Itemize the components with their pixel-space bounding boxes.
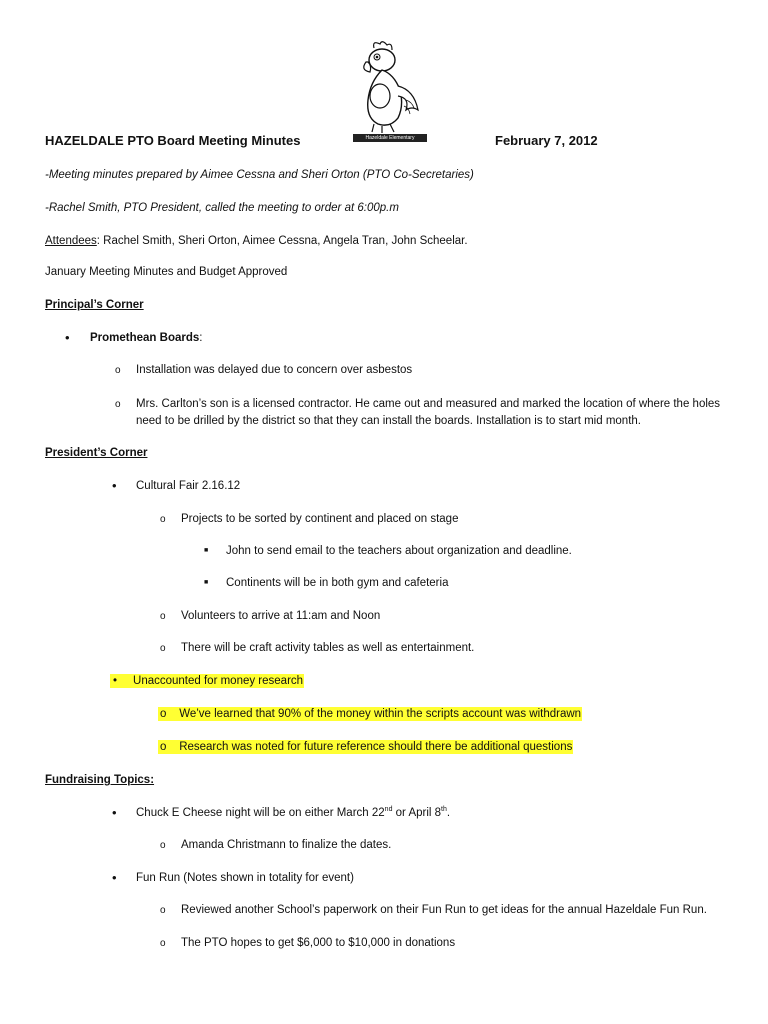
school-mascot-logo [352, 40, 428, 136]
circle-bullet-icon: o [160, 643, 166, 654]
list-item: John to send email to the teachers about organization and deadline. [226, 545, 572, 557]
list-item: Projects to be sorted by continent and placed on stage [181, 513, 459, 525]
circle-bullet-icon: o [160, 840, 166, 851]
circle-bullet-icon: o [160, 938, 166, 949]
called-to-order: -Rachel Smith, PTO President, called the meeting to order at 6:00p.m [45, 202, 399, 214]
list-item: Installation was delayed due to concern over asbestos [136, 364, 413, 376]
list-item: Reviewed another School’s paperwork on their Fun Run to get ideas for the annual Hazeldale Fun Run. [181, 904, 707, 916]
circle-bullet-icon: o [115, 365, 121, 376]
attendees-line [45, 234, 468, 248]
promethean-label: Promethean Boards [90, 332, 200, 344]
list-item: Continents will be in both gym and cafeteria [226, 577, 449, 589]
circle-bullet-icon: o [160, 905, 166, 916]
bullet-icon: • [113, 675, 134, 687]
bullet-icon: • [65, 330, 70, 345]
superscript: nd [384, 806, 393, 814]
money-withdrawn: We’ve learned that 90% of the money within the scripts account was withdrawn [179, 708, 582, 720]
circle-bullet-icon: o [160, 708, 180, 720]
superscript: th [441, 806, 447, 814]
list-item: Amanda Christmann to finalize the dates. [181, 839, 392, 851]
minutes-approved: January Meeting Minutes and Budget Approved [45, 266, 288, 278]
highlighted-item [158, 707, 582, 721]
list-item: Mrs. Carlton’s son is a licensed contractor. He came out and measured and marked the location of where the holes [136, 398, 721, 410]
meeting-date: February 7, 2012 [495, 133, 598, 148]
chuck-text-end: . [446, 807, 451, 819]
list-item: The PTO hopes to get $6,000 to $10,000 in donations [181, 937, 456, 949]
promethean-topic [90, 331, 202, 345]
document-title: HAZELDALE PTO Board Meeting Minutes [45, 133, 301, 148]
chuck-e-cheese-item [136, 806, 450, 820]
list-item: Cultural Fair 2.16.12 [136, 480, 241, 492]
highlighted-item [158, 740, 573, 754]
attendees-label: Attendees [45, 235, 97, 247]
circle-bullet-icon: o [160, 514, 166, 525]
list-item: Fun Run (Notes shown in totality for event) [136, 872, 354, 884]
list-item: Volunteers to arrive at 11:am and Noon [181, 610, 381, 622]
attendees-list: : Rachel Smith, Sheri Orton, Aimee Cessna, Angela Tran, John Scheelar. [96, 235, 468, 247]
promethean-suffix: : [199, 332, 203, 344]
fundraising-heading: Fundraising Topics: [45, 774, 155, 786]
bullet-icon: • [112, 870, 117, 885]
money-noted: Research was noted for future reference should there be additional questions [179, 741, 573, 753]
chuck-text-mid: or April 8 [392, 807, 442, 819]
list-item: There will be craft activity tables as well as entertainment. [181, 642, 475, 654]
logo-caption: Hazeldale Elementary [353, 134, 427, 142]
circle-bullet-icon: o [160, 741, 180, 753]
prepared-by: -Meeting minutes prepared by Aimee Cessna and Sheri Orton (PTO Co-Secretaries) [45, 169, 474, 181]
bullet-icon: • [112, 805, 117, 820]
circle-bullet-icon: o [160, 611, 166, 622]
money-research: Unaccounted for money research [133, 675, 304, 687]
bullet-icon: • [112, 478, 117, 493]
highlighted-item [110, 674, 304, 688]
square-bullet-icon: ■ [204, 579, 209, 586]
president-heading: President’s Corner [45, 447, 148, 459]
circle-bullet-icon: o [115, 399, 121, 410]
square-bullet-icon: ■ [204, 547, 209, 554]
principal-heading: Principal’s Corner [45, 299, 144, 311]
chuck-text-start: Chuck E Cheese night will be on either March 22 [136, 807, 385, 819]
list-item-continued: need to be drilled by the district so that they can install the boards. Installation is to start mid month. [136, 415, 641, 427]
